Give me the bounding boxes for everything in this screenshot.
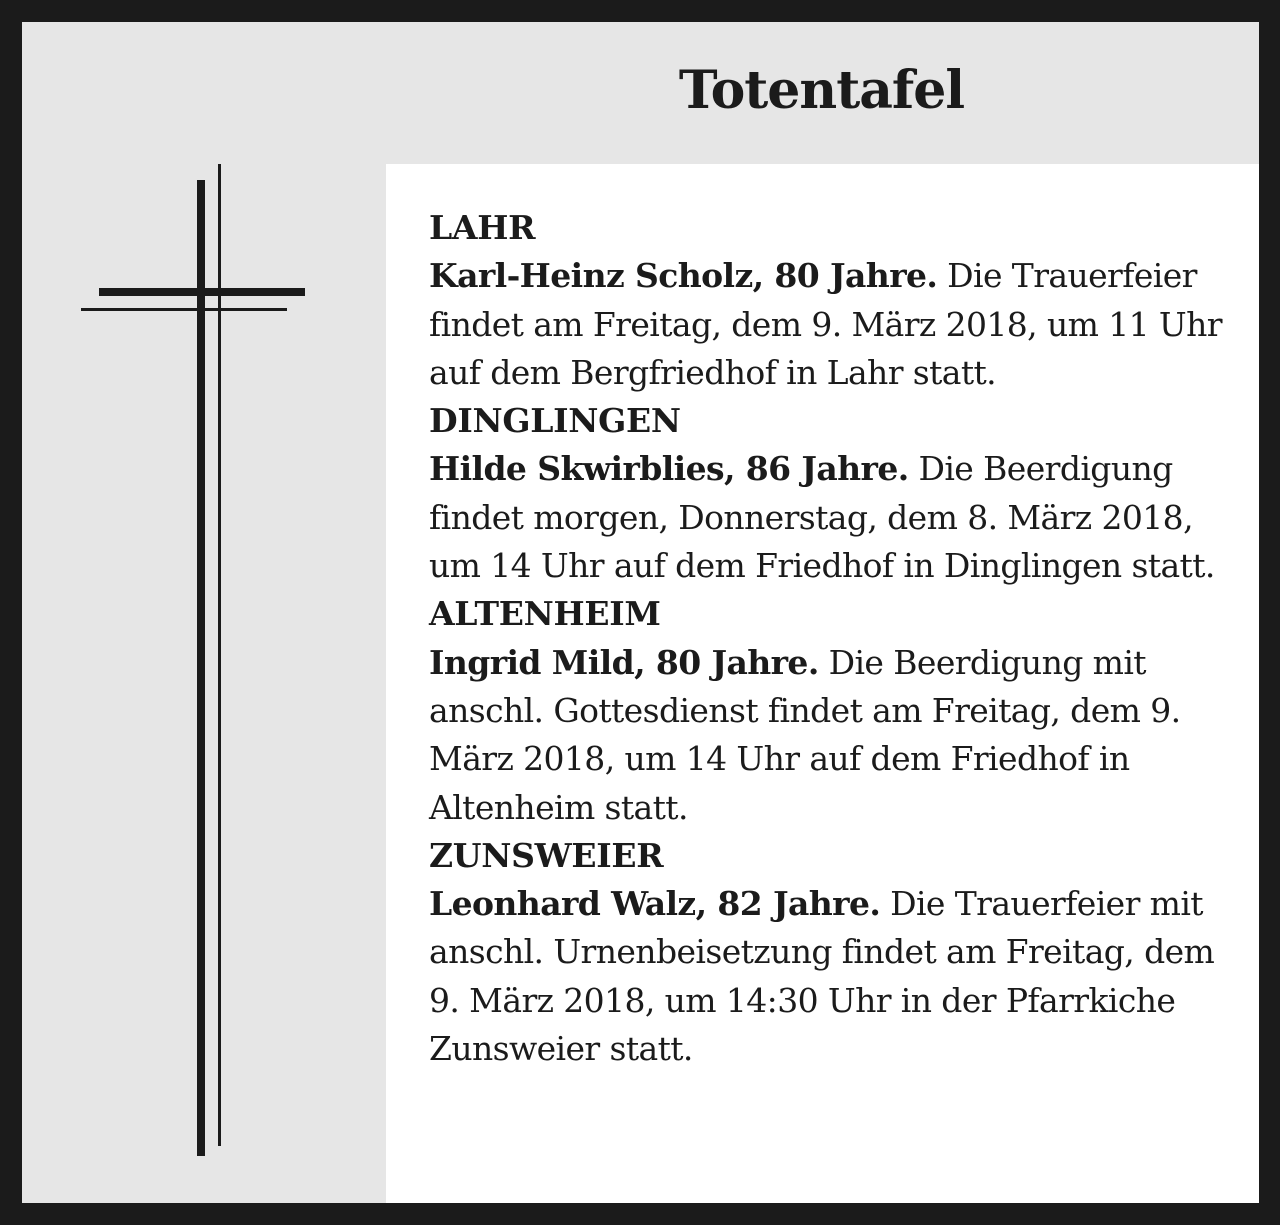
- cross-horizontal-bar-bottom: [81, 308, 287, 311]
- obituary-entry: [429, 832, 1234, 1073]
- cross-vertical-bar-left: [197, 180, 205, 1156]
- entry-text: Die Beerdigung mit anschl. Gottesdienst findet am Freitag, dem 9. März 2018, um 14 Uhr auf dem Friedhof in Altenheim statt.: [429, 642, 1181, 827]
- entry-name-age: Ingrid Mild, 80 Jahre.: [429, 642, 819, 682]
- entry-body: [429, 445, 1234, 590]
- obituary-frame: [22, 22, 1259, 1203]
- page-title: Totentafel: [678, 60, 965, 121]
- obituary-entry: [429, 590, 1234, 831]
- entry-text: Die Trauerfeier mit anschl. Urnenbeisetzung findet am Freitag, dem 9. März 2018, um 14:30 Uhr in der Pfarrkiche Zunsweier statt.: [429, 884, 1215, 1069]
- entry-body: [429, 252, 1234, 397]
- obituary-entry: [429, 204, 1234, 397]
- entry-name-age: Leonhard Walz, 82 Jahre.: [429, 884, 881, 924]
- obituary-entry: [429, 397, 1234, 590]
- entry-place: DINGLINGEN: [429, 401, 681, 441]
- entry-body: [429, 639, 1234, 832]
- cross-vertical-bar-right: [218, 164, 221, 1146]
- obituary-list: [429, 204, 1234, 1073]
- cross-horizontal-bar-top: [99, 288, 305, 296]
- entry-place: ZUNSWEIER: [429, 835, 664, 875]
- entry-place: ALTENHEIM: [429, 594, 661, 634]
- entry-place: LAHR: [429, 208, 536, 247]
- entry-name-age: Karl-Heinz Scholz, 80 Jahre.: [429, 256, 938, 296]
- entry-name-age: Hilde Skwirblies, 86 Jahre.: [429, 449, 909, 489]
- entry-text: Die Beerdigung findet morgen, Donnerstag, dem 8. März 2018, um 14 Uhr auf dem Friedhof in Dinglingen statt.: [429, 449, 1215, 586]
- entry-body: [429, 880, 1234, 1073]
- obituary-panel: [386, 164, 1259, 1203]
- entry-text: Die Trauerfeier findet am Freitag, dem 9. März 2018, um 11 Uhr auf dem Bergfriedhof in Lahr statt.: [429, 256, 1222, 392]
